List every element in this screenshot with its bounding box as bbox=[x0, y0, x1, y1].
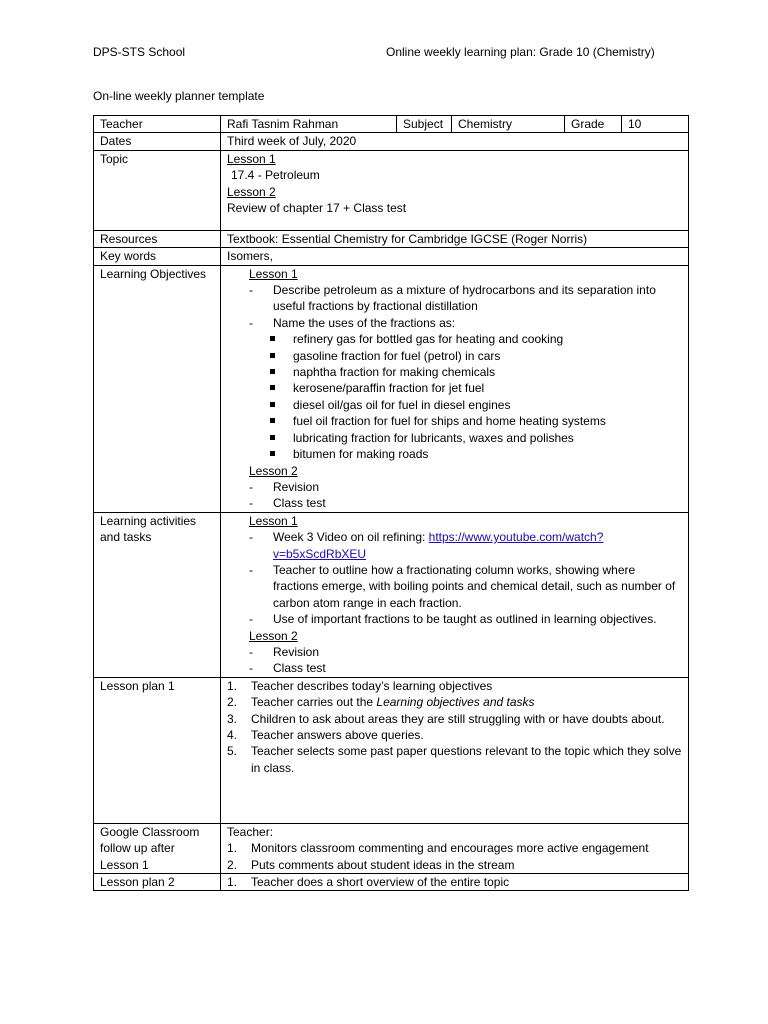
lesson-plan1-item: 4. Teacher answers above queries. bbox=[227, 728, 424, 742]
planner-table bbox=[93, 115, 689, 891]
topic-cell bbox=[221, 150, 689, 230]
subject-label: Subject bbox=[397, 116, 452, 133]
lesson-plan2-cell bbox=[221, 874, 689, 891]
classroom-heading: Teacher: bbox=[227, 824, 274, 839]
classroom-cell bbox=[221, 823, 689, 873]
fraction-use-item: lubricating fraction for lubricants, waxes and polishes bbox=[227, 430, 682, 446]
activities-row bbox=[94, 512, 689, 677]
teacher-value: Rafi Tasnim Rahman bbox=[221, 116, 397, 133]
topic-lesson1-text: 17.4 - Petroleum bbox=[231, 168, 320, 183]
activities-label: Learning activities and tasks bbox=[94, 512, 221, 677]
lesson-plan1-row bbox=[94, 677, 689, 823]
activities-lesson1-heading: Lesson 1 bbox=[249, 513, 298, 528]
fraction-use-item: kerosene/paraffin fraction for jet fuel bbox=[227, 380, 682, 396]
lesson-plan1-item: 5. Teacher selects some past paper questions relevant to the topic which they solve in class. bbox=[227, 744, 682, 775]
topic-row bbox=[94, 150, 689, 230]
dates-value: Third week of July, 2020 bbox=[221, 133, 689, 150]
school-name: DPS-STS School bbox=[93, 45, 186, 59]
grade-value: 10 bbox=[622, 116, 689, 133]
dates-row bbox=[94, 133, 689, 150]
fraction-use-item: gasoline fraction for fuel (petrol) in cars bbox=[227, 348, 682, 364]
objective-item: - Describe petroleum as a mixture of hydrocarbons and its separation into useful fractions by fractional distillation bbox=[227, 282, 682, 315]
topic-label: Topic bbox=[94, 150, 221, 230]
activity-l2-item: - Revision bbox=[227, 644, 682, 660]
lesson-plan2-item: 1. Teacher does a short overview of the entire topic bbox=[227, 875, 510, 889]
classroom-label: Google Classroom follow up after Lesson 1 bbox=[94, 823, 221, 873]
keywords-row bbox=[94, 248, 689, 265]
fraction-uses-list bbox=[227, 331, 682, 462]
resources-label: Resources bbox=[94, 230, 221, 247]
fraction-use-item: fuel oil fraction for fuel for ships and home heating systems bbox=[227, 413, 682, 429]
lesson-plan1-item: 2. Teacher carries out the Learning objectives and tasks bbox=[227, 695, 535, 710]
objectives-cell bbox=[221, 265, 689, 512]
activities-lesson2-heading: Lesson 2 bbox=[249, 628, 298, 643]
activity-item bbox=[227, 529, 682, 562]
topic-lesson2-heading: Lesson 2 bbox=[227, 184, 276, 199]
objective-l2-item: - Class test bbox=[227, 495, 682, 511]
grade-label: Grade bbox=[565, 116, 622, 133]
objectives-lesson1-heading: Lesson 1 bbox=[249, 266, 298, 281]
dates-label: Dates bbox=[94, 133, 221, 150]
objectives-row bbox=[94, 265, 689, 512]
lesson-plan1-label: Lesson plan 1 bbox=[94, 677, 221, 823]
plan-title: Online weekly learning plan: Grade 10 (Chemistry) bbox=[386, 45, 655, 59]
objectives-label: Learning Objectives bbox=[94, 265, 221, 512]
topic-lesson1-heading: Lesson 1 bbox=[227, 151, 276, 166]
resources-value: Essential Chemistry for Cambridge IGCSE (Roger Norris) bbox=[281, 231, 588, 246]
fraction-use-item: bitumen for making roads bbox=[227, 446, 682, 462]
resources-cell bbox=[221, 230, 689, 247]
video-prefix: Week 3 Video on oil refining: bbox=[273, 530, 429, 545]
lesson-plan2-label: Lesson plan 2 bbox=[94, 874, 221, 891]
keywords-value: Isomers, bbox=[221, 248, 689, 265]
objective-l2-item: - Revision bbox=[227, 479, 682, 495]
classroom-row bbox=[94, 823, 689, 873]
lesson-plan1-item: 3. Children to ask about areas they are still struggling with or have doubts about. bbox=[227, 711, 665, 726]
activity-item: - Use of important fractions to be taught as outlined in learning objectives. bbox=[227, 611, 682, 627]
activity-item: - Teacher to outline how a fractionating column works, showing where fractions emerge, with boiling points and chemical detail, such as number of carbon atom range in each fraction. bbox=[227, 562, 682, 611]
lesson-plan1-item: 1. Teacher describes today’s learning objectives bbox=[227, 678, 493, 693]
activities-cell bbox=[221, 512, 689, 677]
lesson-plan1-cell bbox=[221, 677, 689, 823]
resources-prefix: Textbook: bbox=[227, 231, 279, 246]
teacher-row bbox=[94, 116, 689, 133]
keywords-label: Key words bbox=[94, 248, 221, 265]
document-title: On-line weekly planner template bbox=[93, 89, 265, 103]
objectives-lesson2-heading: Lesson 2 bbox=[249, 463, 298, 478]
classroom-item: 1. Monitors classroom commenting and encourages more active engagement bbox=[227, 841, 649, 856]
subject-value: Chemistry bbox=[452, 116, 565, 133]
youtube-video-link[interactable]: https://www.youtube.com/watch?v=b5xScdRbXEU bbox=[273, 530, 604, 561]
fraction-use-item: refinery gas for bottled gas for heating and cooking bbox=[227, 331, 682, 347]
classroom-item: 2. Puts comments about student ideas in the stream bbox=[227, 857, 515, 872]
fraction-use-item: naphtha fraction for making chemicals bbox=[227, 364, 682, 380]
resources-row bbox=[94, 230, 689, 247]
lesson-plan1-italic: Learning objectives and tasks bbox=[376, 695, 535, 710]
activity-l2-item: - Class test bbox=[227, 660, 682, 676]
objective-item: - Name the uses of the fractions as: bbox=[227, 315, 682, 331]
lesson-plan2-row bbox=[94, 874, 689, 891]
teacher-label: Teacher bbox=[94, 116, 221, 133]
fraction-use-item: diesel oil/gas oil for fuel in diesel engines bbox=[227, 397, 682, 413]
topic-lesson2-text: Review of chapter 17 + Class test bbox=[227, 201, 407, 216]
